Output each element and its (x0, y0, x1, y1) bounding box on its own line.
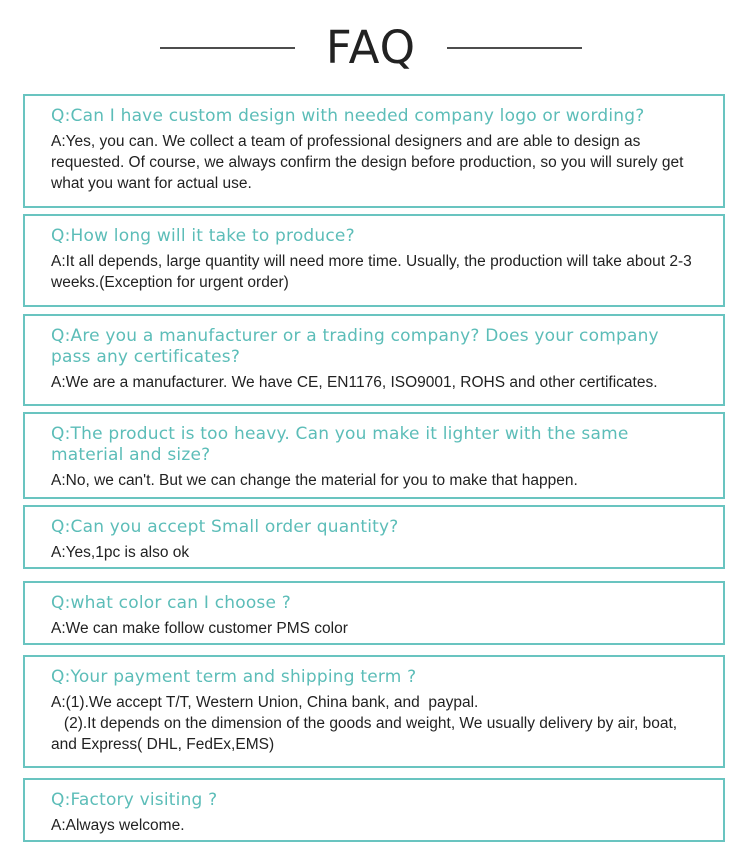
faq-answer: A:No, we can't. But we can change the material for you to make that happen. (51, 472, 578, 489)
header-divider-right (447, 47, 582, 49)
faq-question: Q:Can you accept Small order quantity? (51, 517, 399, 537)
faq-item-manufacturer (23, 314, 725, 406)
faq-question: Q:The product is too heavy. Can you make it lighter with the same material and size? (51, 424, 629, 465)
faq-question: Q:How long will it take to produce? (51, 226, 355, 246)
faq-header (0, 18, 750, 78)
faq-item-small-order (23, 505, 725, 569)
faq-question: Q:Factory visiting ? (51, 790, 218, 810)
faq-answer: A:We can make follow customer PMS color (51, 620, 348, 637)
faq-answer: A:Always welcome. (51, 817, 185, 834)
faq-question: Q:what color can I choose ? (51, 593, 291, 613)
faq-item-color (23, 581, 725, 645)
faq-item-product-weight (23, 412, 725, 499)
faq-item-production-time (23, 214, 725, 307)
faq-question: Q:Your payment term and shipping term ? (51, 667, 417, 687)
faq-answer: A:We are a manufacturer. We have CE, EN1176, ISO9001, ROHS and other certificates. (51, 374, 658, 391)
faq-answer: A:Yes, you can. We collect a team of professional designers and are able to design as requested. Of course, we always confirm the design before production, so you will surely get what you want for actual use. (51, 133, 688, 192)
faq-item-payment-shipping (23, 655, 725, 768)
page-title: FAQ (325, 21, 417, 74)
faq-item-custom-design (23, 94, 725, 208)
faq-answer: A:Yes,1pc is also ok (51, 544, 190, 561)
faq-question: Q:Are you a manufacturer or a trading company? Does your company pass any certificates? (51, 326, 659, 367)
faq-item-factory-visit (23, 778, 725, 842)
faq-question: Q:Can I have custom design with needed company logo or wording? (51, 106, 645, 126)
faq-answer: A:(1).We accept T/T, Western Union, China bank, and paypal. (2).It depends on the dimension of the goods and weight, We usually delivery by air, boat, and Express( DHL, FedEx,EMS) (51, 694, 678, 753)
faq-answer: A:It all depends, large quantity will need more time. Usually, the production will take about 2-3 weeks.(Exception for urgent order) (51, 253, 697, 291)
header-divider-left (160, 47, 295, 49)
